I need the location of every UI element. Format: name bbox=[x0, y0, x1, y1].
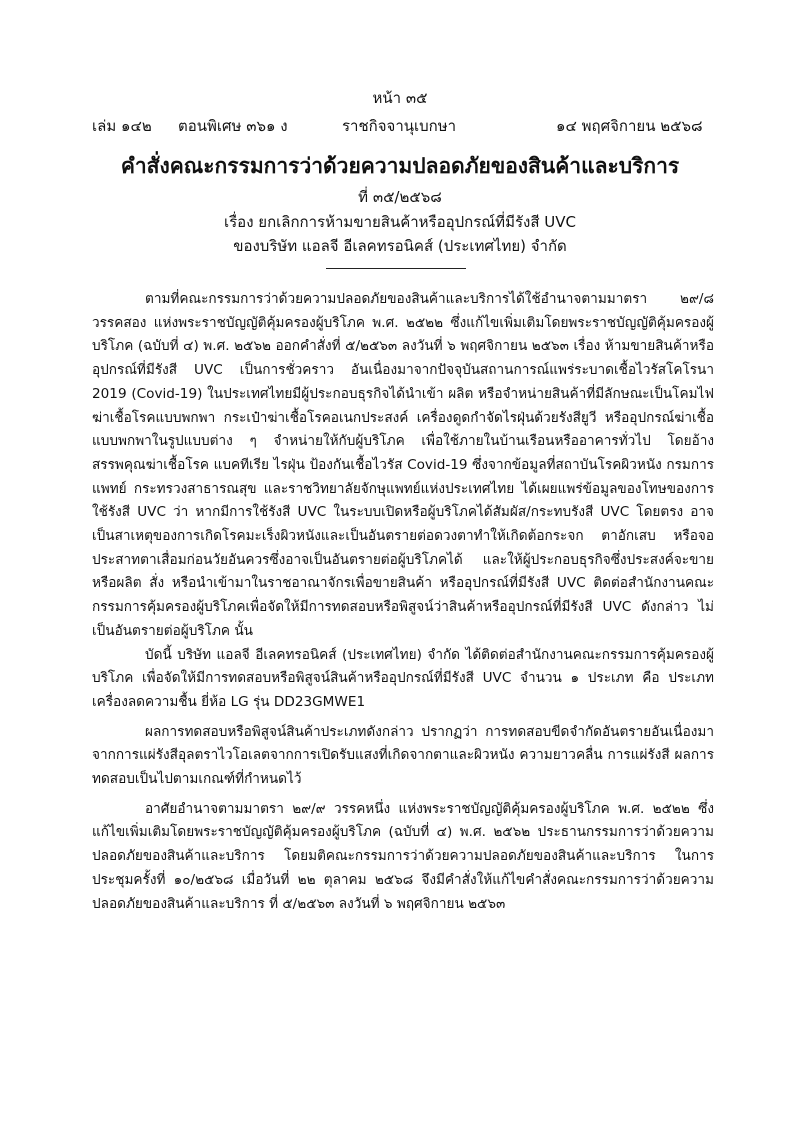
document-title: คำสั่งคณะกรรมการว่าด้วยความปลอดภัยของสินค้าและบริการ bbox=[120, 154, 680, 178]
paragraph-background: ตามที่คณะกรรมการว่าด้วยความปลอดภัยของสินค้าและบริการได้ใช้อำนาจตามมาตรา ๒๙/๘ วรรคสอง แห่งพระราชบัญญัติคุ้มครองผู้บริโภค พ.ศ. ๒๕๒๒ ซึ่งแก้ไขเพิ่มเติมโดยพระราชบัญญัติคุ้มครองผู้บริโภค (ฉบับที่ ๔) พ.ศ. ๒๕๖๒ ออกคำสั่งที่ ๕/๒๕๖๓ ลงวันที่ ๖ พฤศจิกายน ๒๕๖๓ เรื่อง ห้ามขายสินค้าหรืออุปกรณ์ที่มีรังสี UVC เป็นการชั่วคราว อันเนื่องมาจากปัจจุบันสถานการณ์แพร่ระบาดเชื้อไวรัสโคโรนา 2019 (Covid-19) ในประเทศไทยมีผู้ประกอบธุรกิจได้นำเข้า ผลิต หรือจำหน่ายสินค้าที่มีลักษณะเป็นโคมไฟฆ่าเชื้อโรคแบบพกพา กระเป๋าฆ่าเชื้อโรคอเนกประสงค์ เครื่องดูดกำจัดไรฝุ่นด้วยรังสียูวี หรืออุปกรณ์ฆ่าเชื้อแบบพกพาในรูปแบบต่าง ๆ จำหน่ายให้กับผู้บริโภค เพื่อใช้ภายในบ้านเรือนหรืออาคารทั่วไป โดยอ้างสรรพคุณฆ่าเชื้อโรค แบคทีเรีย ไรฝุ่น ป้องกันเชื้อไวรัส Covid-19 ซึ่งจากข้อมูลที่สถาบันโรคผิวหนัง กรมการแพทย์ กระทรวงสาธารณสุข และราชวิทยาลัยจักษุแพทย์แห่งประเทศไทย ได้เผยแพร่ข้อมูลของโทษของการใช้รังสี UVC ว่า หากมีการใช้รังสี UVC ในระบบเปิดหรือผู้บริโภคได้สัมผัส/กระทบรังสี UVC โดยตรง อาจเป็นสาเหตุของการเกิดโรคมะเร็งผิวหนังและเป็นอันตรายต่อดวงตาทำให้เกิดต้อกระจก ตาอักเสบ หรือจอประสาทตาเสื่อมก่อนวัยอันควรซึ่งอาจเป็นอันตรายต่อผู้บริโภคได้ และให้ผู้ประกอบธุรกิจซึ่งประสงค์จะขายหรือผลิต สั่ง หรือนำเข้ามาในราชอาณาจักรเพื่อขายสินค้า หรืออุปกรณ์ที่มีรังสี UVC ติดต่อสำนักงานคณะกรรมการคุ้มครองผู้บริโภคเพื่อจัดให้มีการทดสอบหรือพิสูจน์ว่าสินค้าหรืออุปกรณ์ที่มีรังสี UVC ดังกล่าว ไม่เป็นอันตรายต่อผู้บริโภค นั้น bbox=[92, 291, 714, 639]
gazette-name: ราชกิจจานุเบกษา bbox=[342, 117, 457, 135]
issue-label: ตอนพิเศษ ๓๖๑ ง bbox=[178, 117, 288, 135]
title-divider bbox=[326, 268, 466, 269]
subject-line-2: ของบริษัท แอลจี อีเลคทรอนิคส์ (ประเทศไทย) จำกัด bbox=[233, 237, 567, 255]
order-body bbox=[92, 288, 714, 916]
paragraph-authority: อาศัยอำนาจตามมาตรา ๒๙/๙ วรรคหนึ่ง แห่งพระราชบัญญัติคุ้มครองผู้บริโภค พ.ศ. ๒๕๒๒ ซึ่งแก้ไขเพิ่มเติมโดยพระราชบัญญัติคุ้มครองผู้บริโภค (ฉบับที่ ๔) พ.ศ. ๒๕๖๒ ประธานกรรมการว่าด้วยความปลอดภัยของสินค้าและบริการ โดยมติคณะกรรมการว่าด้วยความปลอดภัยของสินค้าและบริการ ในการประชุมครั้งที่ ๑๐/๒๕๖๘ เมื่อวันที่ ๒๒ ตุลาคม ๒๕๖๘ จึงมีคำสั่งให้แก้ไขคำสั่งคณะกรรมการว่าด้วยความปลอดภัยของสินค้าและบริการ ที่ ๕/๒๕๖๓ ลงวันที่ ๖ พฤศจิกายน ๒๕๖๓ bbox=[92, 800, 714, 912]
paragraph-company-request: บัดนี้ บริษัท แอลจี อีเลคทรอนิคส์ (ประเทศไทย) จำกัด ได้ติดต่อสำนักงานคณะกรรมการคุ้มครองผู้บริโภค เพื่อจัดให้มีการทดสอบหรือพิสูจน์สินค้าหรืออุปกรณ์ที่มีรังสี UVC จำนวน ๑ ประเภท คือ ประเภทเครื่องลดความชื้น ยี่ห้อ LG รุ่น DD23GMWE1 bbox=[92, 646, 714, 710]
paragraph-test-result: ผลการทดสอบหรือพิสูจน์สินค้าประเภทดังกล่าว ปรากฏว่า การทดสอบขีดจำกัดอันตรายอันเนื่องมาจากการแผ่รังสีอุลตราไวโอเลตจากการเปิดรับแสงที่เกิดจากตาและผิวหนัง ความยาวคลื่น การแผ่รังสี ผลการทดสอบเป็นไปตามเกณฑ์ที่กำหนดไว้ bbox=[92, 723, 714, 788]
page-number: หน้า ๓๕ bbox=[372, 89, 428, 107]
gazette-date: ๑๔ พฤศจิกายน ๒๕๖๘ bbox=[556, 117, 703, 135]
volume-label: เล่ม ๑๔๒ bbox=[92, 117, 152, 135]
order-number: ที่ ๓๕/๒๕๖๘ bbox=[358, 188, 442, 206]
subject-line-1: เรื่อง ยกเลิกการห้ามขายสินค้าหรืออุปกรณ์ที่มีรังสี UVC bbox=[224, 213, 576, 231]
